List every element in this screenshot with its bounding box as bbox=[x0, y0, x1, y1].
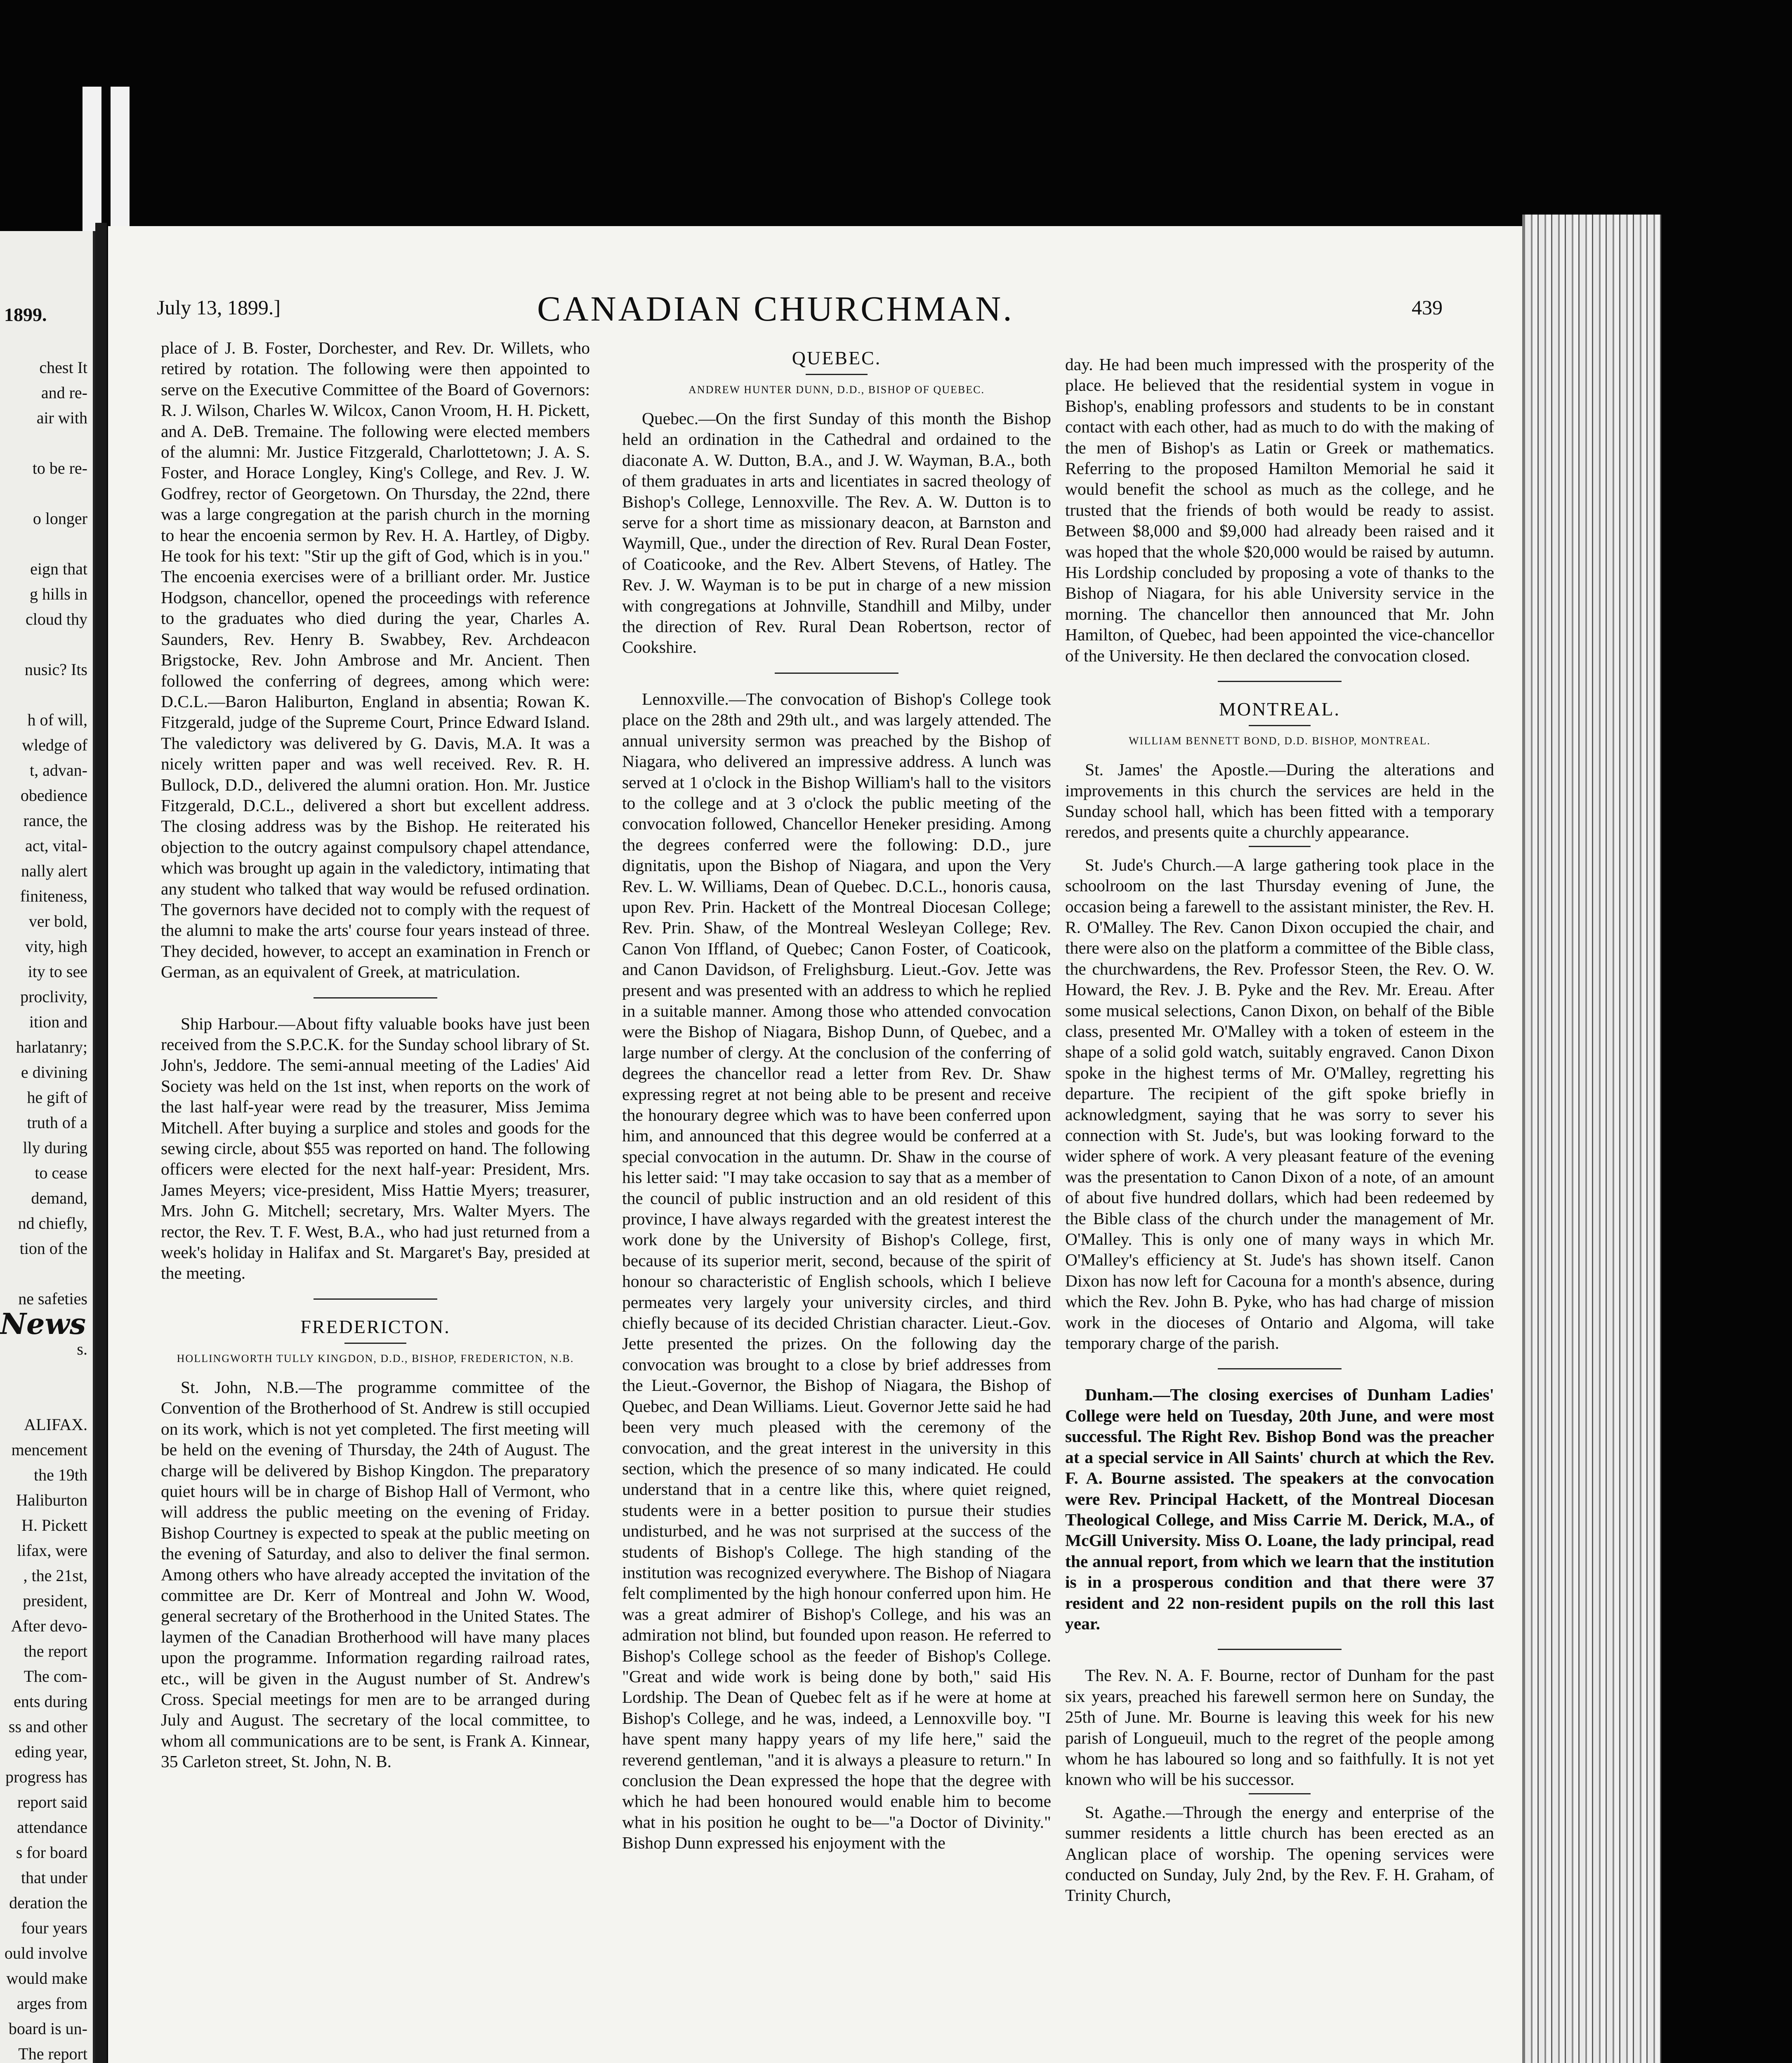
page-stack-edge bbox=[1525, 215, 1661, 2063]
facing-line: t, advan- bbox=[30, 761, 87, 779]
article-paragraph: Dunham.—The closing exercises of Dunham Ladies' College were held on Tuesday, 20th June, and were most successful. The Right Rev. Bishop Bond was the preacher at a special service in All Saints' church at which the Rev. F. A. Bourne assisted. The speakers at the convocation were Rev. Principal Hackett, of the Montreal Diocesan Theological College, and Miss Carrie M. Derick, M.A., of McGill University. Miss O. Loane, the lady principal, read the annual report, from which we learn that the institution is in a prosperous condition and that there were 37 resident and 22 non-resident pupils on the roll this last year. bbox=[1065, 1385, 1494, 1633]
facing-year: 1899. bbox=[4, 304, 47, 325]
facing-line: four years bbox=[21, 1919, 87, 1937]
facing-line: air with bbox=[36, 408, 87, 427]
facing-line: the 19th bbox=[34, 1466, 87, 1484]
article-paragraph: St. James' the Apostle.—During the alterations and improvements in this church the services are held in the Sunday school hall, which has been fitted with a temporary reredos, and presents quite a churchly appearance. bbox=[1065, 760, 1494, 842]
divider bbox=[1218, 1649, 1342, 1650]
facing-line bbox=[0, 1261, 90, 1286]
facing-line: s. bbox=[77, 1340, 87, 1358]
facing-line bbox=[0, 430, 90, 456]
issue-date: July 13, 1899.] bbox=[157, 296, 281, 319]
facing-line: attendance bbox=[17, 1818, 87, 1836]
facing-line: president, bbox=[23, 1591, 87, 1610]
facing-line: demand, bbox=[31, 1189, 87, 1207]
facing-line bbox=[0, 632, 90, 657]
facing-line bbox=[0, 481, 90, 506]
gutter bbox=[95, 223, 107, 2063]
facing-line: act, vital- bbox=[25, 836, 87, 855]
article-paragraph: Lennoxville.—The convocation of Bishop's College took place on the 28th and 29th ult., and was largely attended. The annual university sermon was preached by the Bishop of Niagara, who delivered an impressive address. A lunch was served at 1 o'clock in the Bishop William's hall to the visitors to the college and at 3 o'clock the public meeting of the convocation followed, Chancellor Heneker presiding. Among the degrees conferred were the following: D.D., jure dignitatis, upon the Bishop of Niagara, and upon the Very Rev. L. W. Williams, Dean of Quebec. D.C.L., honoris causa, upon Rev. Prin. Hackett of the Montreal Diocesan College; Rev. Prin. Shaw, of the Montreal Wesleyan College; Rev. Canon Von Iffland, of Quebec; Canon Foster, of Coaticook, and Canon Davidson, of Frelighsburg. Lieut.-Gov. Jette was present and was presented with an address to which he replied in a suitable manner. Among those who attended convocation were the Bishop of Niagara, Bishop Dunn, of Quebec, and a large number of clergy. At the conclusion of the conferring of degrees the chancellor read a letter from Rev. Dr. Shaw expressing regret at not being able to be present and receive the honourary degree which was to have been conferred upon him, and announced that this degree would be conferred at a special convocation in the autumn. Dr. Shaw in the course of his letter said: "I may take occasion to say that as a member of the council of public instruction and an old resident of this province, I have always regarded with the greatest interest the work done by the University of Bishop's College, first, because of its superior merit, second, because of the spirit of honour so characteristic of English schools, which I believe permeates very largely your university circles, and third chiefly because of its decided Christian character. Lieut.-Gov. Jette presented the prizes. On the following day the convocation was brought to a close by brief addresses from the Lieut.-Governor, the Bishop of Niagara, the Bishop of Quebec, and Dean Williams. Lieut. Governor Jette said he had been very much pleased with the ceremony of the convocation, and the great interest in the university in this section, which the presence of so many indicated. He could understand that in a centre like this, where quiet reigned, students were in a better position to pursue their studies undisturbed, and he was not surprised at the success of the students of Bishop's College. The high standing of the institution was recognized everywhere. The Bishop of Niagara felt complimented by the high honour conferred upon him. He was a great admirer of Bishop's College, and his was an admiration not blind, but founded upon reason. He referred to Bishop's College school as the feeder of Bishop's College. "Great and wide work is being done by both," said His Lordship. The Dean of Quebec felt as if he were at home at Bishop's College, and he was, indeed, a Lennoxville boy. "I have spent many happy years of my life here," said the reverend gentleman, "and it is always a pleasure to return." In conclusion the Dean expressed the hope that the degree with which he had been honoured would enable him to become what in his position he ought to be—"a Doctor of Divinity." Bishop Dunn expressed his enjoyment with the bbox=[622, 689, 1051, 1853]
facing-line: Haliburton bbox=[16, 1491, 87, 1509]
facing-line: progress has bbox=[5, 1768, 87, 1786]
facing-line: The com- bbox=[24, 1667, 87, 1685]
facing-line: lifax, were bbox=[17, 1541, 87, 1560]
facing-line: After devo- bbox=[11, 1617, 87, 1635]
facing-line bbox=[0, 1362, 90, 1387]
facing-news-heading: News bbox=[0, 1311, 86, 1336]
article-paragraph: St. Jude's Church.—A large gathering took place in the schoolroom on the last Thursday evening of June, the occasion being a farewell to the assistant minister, the Rev. H. R. O'Malley. The Rev. Canon Dixon occupied the chair, and there were also on the platform a committee of the Bible class, the churchwardens, the Rev. Professor Steen, the Rev. O. W. Howard, the Rev. J. B. Pyke and the Rev. Mr. Ereau. After some musical selections, Canon Dixon, on behalf of the Bible class, presented Mr. O'Malley with a token of esteem in the shape of a solid gold watch, suitably engraved. Canon Dixon spoke in the highest terms of Mr. O'Malley, regretting his departure. The recipient of the gift spoke briefly in acknowledgment, saying that he was sorry to sever his connection with St. Jude's, but was looking forward to the wider sphere of work. A very pleasant feature of the evening was the presentation to Canon Dixon of a note, of an amount of about five hundred dollars, which had been redeemed by the Bible class of the church under the management of Mr. O'Malley. This is only one of many ways in which Mr. O'Malley's efficiency at St. Jude's has shown itself. Canon Dixon has now left for Cacouna for a month's absence, during which the Rev. John B. Pyke, who has had charge of mission work in the dioceses of Ontario and Algoma, will take temporary charge of the parish. bbox=[1065, 855, 1494, 1353]
facing-line: that under bbox=[21, 1868, 87, 1887]
facing-line: he gift of bbox=[27, 1088, 87, 1107]
section-heading-quebec: QUEBEC. bbox=[792, 347, 882, 368]
facing-line: harlatanry; bbox=[16, 1038, 87, 1056]
facing-line: obedience bbox=[20, 786, 87, 805]
facing-line: truth of a bbox=[27, 1113, 87, 1132]
facing-line: chest It bbox=[39, 358, 87, 377]
newspaper-page bbox=[108, 226, 1525, 2063]
bishop-byline: HOLLINGWORTH TULLY KINGDON, D.D., BISHOP, FREDERICTON, N.B. bbox=[177, 1352, 574, 1364]
facing-line: s for board bbox=[16, 1843, 87, 1862]
divider bbox=[775, 673, 898, 674]
facing-line: h of will, bbox=[27, 710, 87, 729]
divider bbox=[314, 1298, 437, 1300]
facing-line: arges from bbox=[17, 1994, 87, 2013]
facing-text bbox=[0, 355, 90, 2063]
facing-line: rance, the bbox=[23, 811, 87, 830]
facing-line: cloud thy bbox=[26, 610, 87, 628]
masthead-title: CANADIAN CHURCHMAN. bbox=[537, 289, 1014, 328]
divider bbox=[314, 997, 437, 998]
divider bbox=[1218, 1368, 1342, 1369]
facing-line: o longer bbox=[33, 509, 87, 528]
facing-line: mencement bbox=[11, 1440, 87, 1459]
article-paragraph: The Rev. N. A. F. Bourne, rector of Dunham for the past six years, preached his farewell sermon here on Sunday, the 25th of June. Mr. Bourne is leaving this week for his new parish of Longueuil, much to the regret of the people among whom he has laboured so long and so faithfully. It is not yet known who will be his successor. bbox=[1065, 1666, 1494, 1789]
facing-line: finiteness, bbox=[20, 887, 87, 905]
article-paragraph: day. He had been much impressed with the prosperity of the place. He believed that the residential system in vogue in Bishop's, enabling professors and students to be in constant contact with each other, had as much to do with the making of the men of Bishop's as Latin or Greek or mathematics. Referring to the proposed Hamilton Memorial he said it would benefit the school as much as the college, and he trusted that the friends of both would be ready to assist. Between $8,000 and $9,000 had already been raised and it was hoped that the whole $20,000 would be raised by autumn. His Lordship concluded by proposing a vote of thanks to the Bishop of Niagara, for his able University service in the morning. The chancellor then announced that Mr. John Hamilton, of Quebec, had been appointed the vice-chancellor of the University. He then declared the convocation closed. bbox=[1065, 355, 1494, 665]
facing-line: nd chiefly, bbox=[18, 1214, 87, 1232]
facing-line: , the 21st, bbox=[23, 1566, 87, 1585]
facing-line: deration the bbox=[9, 1893, 87, 1912]
facing-line: eding year, bbox=[14, 1742, 87, 1761]
facing-line: g hills in bbox=[29, 585, 87, 603]
facing-line: lly during bbox=[23, 1138, 87, 1157]
divider bbox=[1249, 1793, 1311, 1794]
facing-line: ents during bbox=[14, 1692, 87, 1711]
facing-line: nally alert bbox=[21, 862, 87, 880]
divider bbox=[1249, 846, 1311, 847]
facing-line: tion of the bbox=[19, 1239, 87, 1258]
column-1 bbox=[161, 338, 590, 1772]
facing-line: ALIFAX. bbox=[24, 1415, 87, 1434]
facing-line: eign that bbox=[30, 559, 87, 578]
article-paragraph: St. Agathe.—Through the energy and enterprise of the summer residents a little church has been erected as an Anglican place of worship. The opening services were conducted on Sunday, July 2nd, by the Rev. F. H. Graham, of Trinity Church, bbox=[1065, 1802, 1494, 1905]
facing-line: wledge of bbox=[22, 736, 87, 754]
bishop-byline: ANDREW HUNTER DUNN, D.D., BISHOP OF QUEBEC. bbox=[689, 384, 985, 396]
divider bbox=[1218, 681, 1342, 682]
article-paragraph: Quebec.—On the first Sunday of this month the Bishop held an ordination in the Cathedral and ordained to the diaconate A. W. Dutton, B.A., and J. W. Wayman, B.A., both of them graduates in arts and licentiates in sacred theology of Bishop's College, Lennoxville. The Rev. A. W. Dutton is to serve for a short time as missionary deacon, at Barnston and Waymill, Que., under the direction of Rev. Rural Dean Foster, of Coaticooke, and the Rev. Albert Stevens, of Hatley. The Rev. J. W. Wayman is to be put in charge of a new mission with congregations at Johnville, Standhill and Milby, under the direction of Rev. Rural Dean Robertson, rector of Cookshire. bbox=[622, 409, 1051, 657]
facing-page bbox=[0, 231, 95, 2063]
divider bbox=[806, 374, 868, 375]
article-paragraph: Ship Harbour.—About fifty valuable books have just been received from the S.P.C.K. for the Sunday school library of St. John's, Jeddore. The semi-annual meeting of the Ladies' Aid Society was held on the 1st inst, when reports on the work of the last half-year were read by the treasurer, Miss Jemima Mitchell. After buying a surplice and stoles and goods for the sewing circle, about $55 was reported on hand. The following officers were elected for the next half-year: President, Mrs. James Meyers; vice-president, Miss Hattie Myers; treasurer, Mrs. John G. Mitchell; secretary, Mrs. Walter Myers. The rector, the Rev. T. F. West, B.A., who had just returned from a week's holiday in Halifax and St. Margaret's Bay, presided at the meeting. bbox=[161, 1014, 590, 1283]
bishop-byline: WILLIAM BENNETT BOND, D.D. BISHOP, MONTREAL. bbox=[1129, 735, 1431, 747]
facing-line: report said bbox=[17, 1793, 87, 1811]
column-2 bbox=[622, 346, 1051, 1853]
facing-line: to be re- bbox=[32, 459, 87, 477]
facing-line: would make bbox=[6, 1969, 87, 1987]
facing-line: to cease bbox=[35, 1164, 87, 1182]
facing-line: vity, high bbox=[25, 937, 87, 956]
page-number: 439 bbox=[1412, 296, 1443, 319]
article-paragraph: St. John, N.B.—The programme committee of the Convention of the Brotherhood of St. Andrew is still occupied on its work, which is not yet completed. The first meeting will be held on the evening of Thursday, the 24th of August. The charge will be delivered by Bishop Kingdon. The preparatory quiet hours will be in charge of Bishop Hall of Vermont, who will address the public meeting on the evening of Friday. Bishop Courtney is expected to speak at the public meeting on the evening of Saturday, and also to deliver the final sermon. Among others who have already accepted the invitation of the committee are Dr. Kerr of Montreal and John W. Wood, general secretary of the Brotherhood in the United States. The laymen of the Canadian Brotherhood will have many places upon the programme. Information regarding railroad rates, etc., will be given in the August number of St. Andrew's Cross. Special meetings for men are to be arranged during July and August. The secretary of the local committee, to whom all communications are to be sent, is Frank A. Kinnear, 35 Carleton street, St. John, N. B. bbox=[161, 1377, 590, 1771]
section-heading-fredericton: FREDERICTON. bbox=[300, 1316, 450, 1337]
facing-line: the report bbox=[24, 1642, 87, 1660]
facing-line: ss and other bbox=[8, 1717, 87, 1736]
facing-line bbox=[0, 682, 90, 707]
facing-line: The report bbox=[18, 2044, 87, 2063]
article-paragraph: place of J. B. Foster, Dorchester, and Rev. Dr. Willets, who retired by rotation. The following were then appointed to serve on the Executive Committee of the Board of Governors: R. J. Wilson, Charles W. Wilcox, Canon Vroom, H. H. Pickett, and A. DeB. Tremaine. The following were elected members of the alumni: Mr. Justice Fitzgerald, Charlottetown; J. A. S. Foster, and Horace Longley, King's College, and Rev. J. W. Godfrey, rector of Georgetown. On Thursday, the 22nd, there was a large congregation at the parish church in the morning to hear the encoenia sermon by Rev. H. A. Hartley, of Digby. He took for his text: "Stir up the gift of God, which is in you." The encoenia exercises were of a brilliant order. Mr. Justice Hodgson, chancellor, opened the proceedings with reference to the graduates who died during the year, Charles A. Saunders, Rev. Henry B. Swabbey, Rev. Archdeacon Brigstocke, Rev. John Ambrose and Mr. Ancient. Then followed the conferring of degrees, among which were: D.C.L.—Baron Haliburton, England in absentia; Rowan K. Fitzgerald, judge of the Supreme Court, Prince Edward Island. The valedictory was delivered by G. Davis, M.A. It was a nicely written paper and was well received. Rev. R. H. Bullock, D.D., delivered the alumni oration. Hon. Mr. Justice Fitzgerald, D.C.L., delivered a short but excellent address. The closing address was by the Bishop. He reiterated his objection to the outcry against compulsory chapel attendance, which was brought up again in the valedictory, intimating that any student who talked that way would be refused ordination. The governors have decided not to comply with the request of the alumni to make the arts' course four years instead of three. They decided, however, to accept an examination in French or German, as an equivalent of Greek, at matriculation. bbox=[161, 338, 590, 982]
divider bbox=[1249, 725, 1311, 726]
facing-line: board is un- bbox=[8, 2019, 87, 2038]
facing-line: ver bold, bbox=[28, 912, 87, 930]
divider bbox=[344, 1343, 406, 1344]
facing-line: ould involve bbox=[4, 1944, 87, 1962]
facing-line: and re- bbox=[41, 383, 87, 402]
facing-line: ity to see bbox=[28, 962, 87, 981]
page-header bbox=[108, 226, 1525, 328]
facing-line: e divining bbox=[21, 1063, 87, 1081]
column-3 bbox=[1065, 354, 1494, 1906]
facing-line bbox=[0, 531, 90, 556]
facing-line: nusic? Its bbox=[24, 660, 87, 679]
facing-line: ne safeties bbox=[18, 1289, 87, 1308]
facing-line: proclivity, bbox=[20, 987, 87, 1006]
section-heading-montreal: MONTREAL. bbox=[1219, 699, 1341, 720]
facing-line: ition and bbox=[29, 1013, 87, 1031]
facing-line bbox=[0, 1387, 90, 1412]
facing-line: H. Pickett bbox=[21, 1516, 87, 1534]
